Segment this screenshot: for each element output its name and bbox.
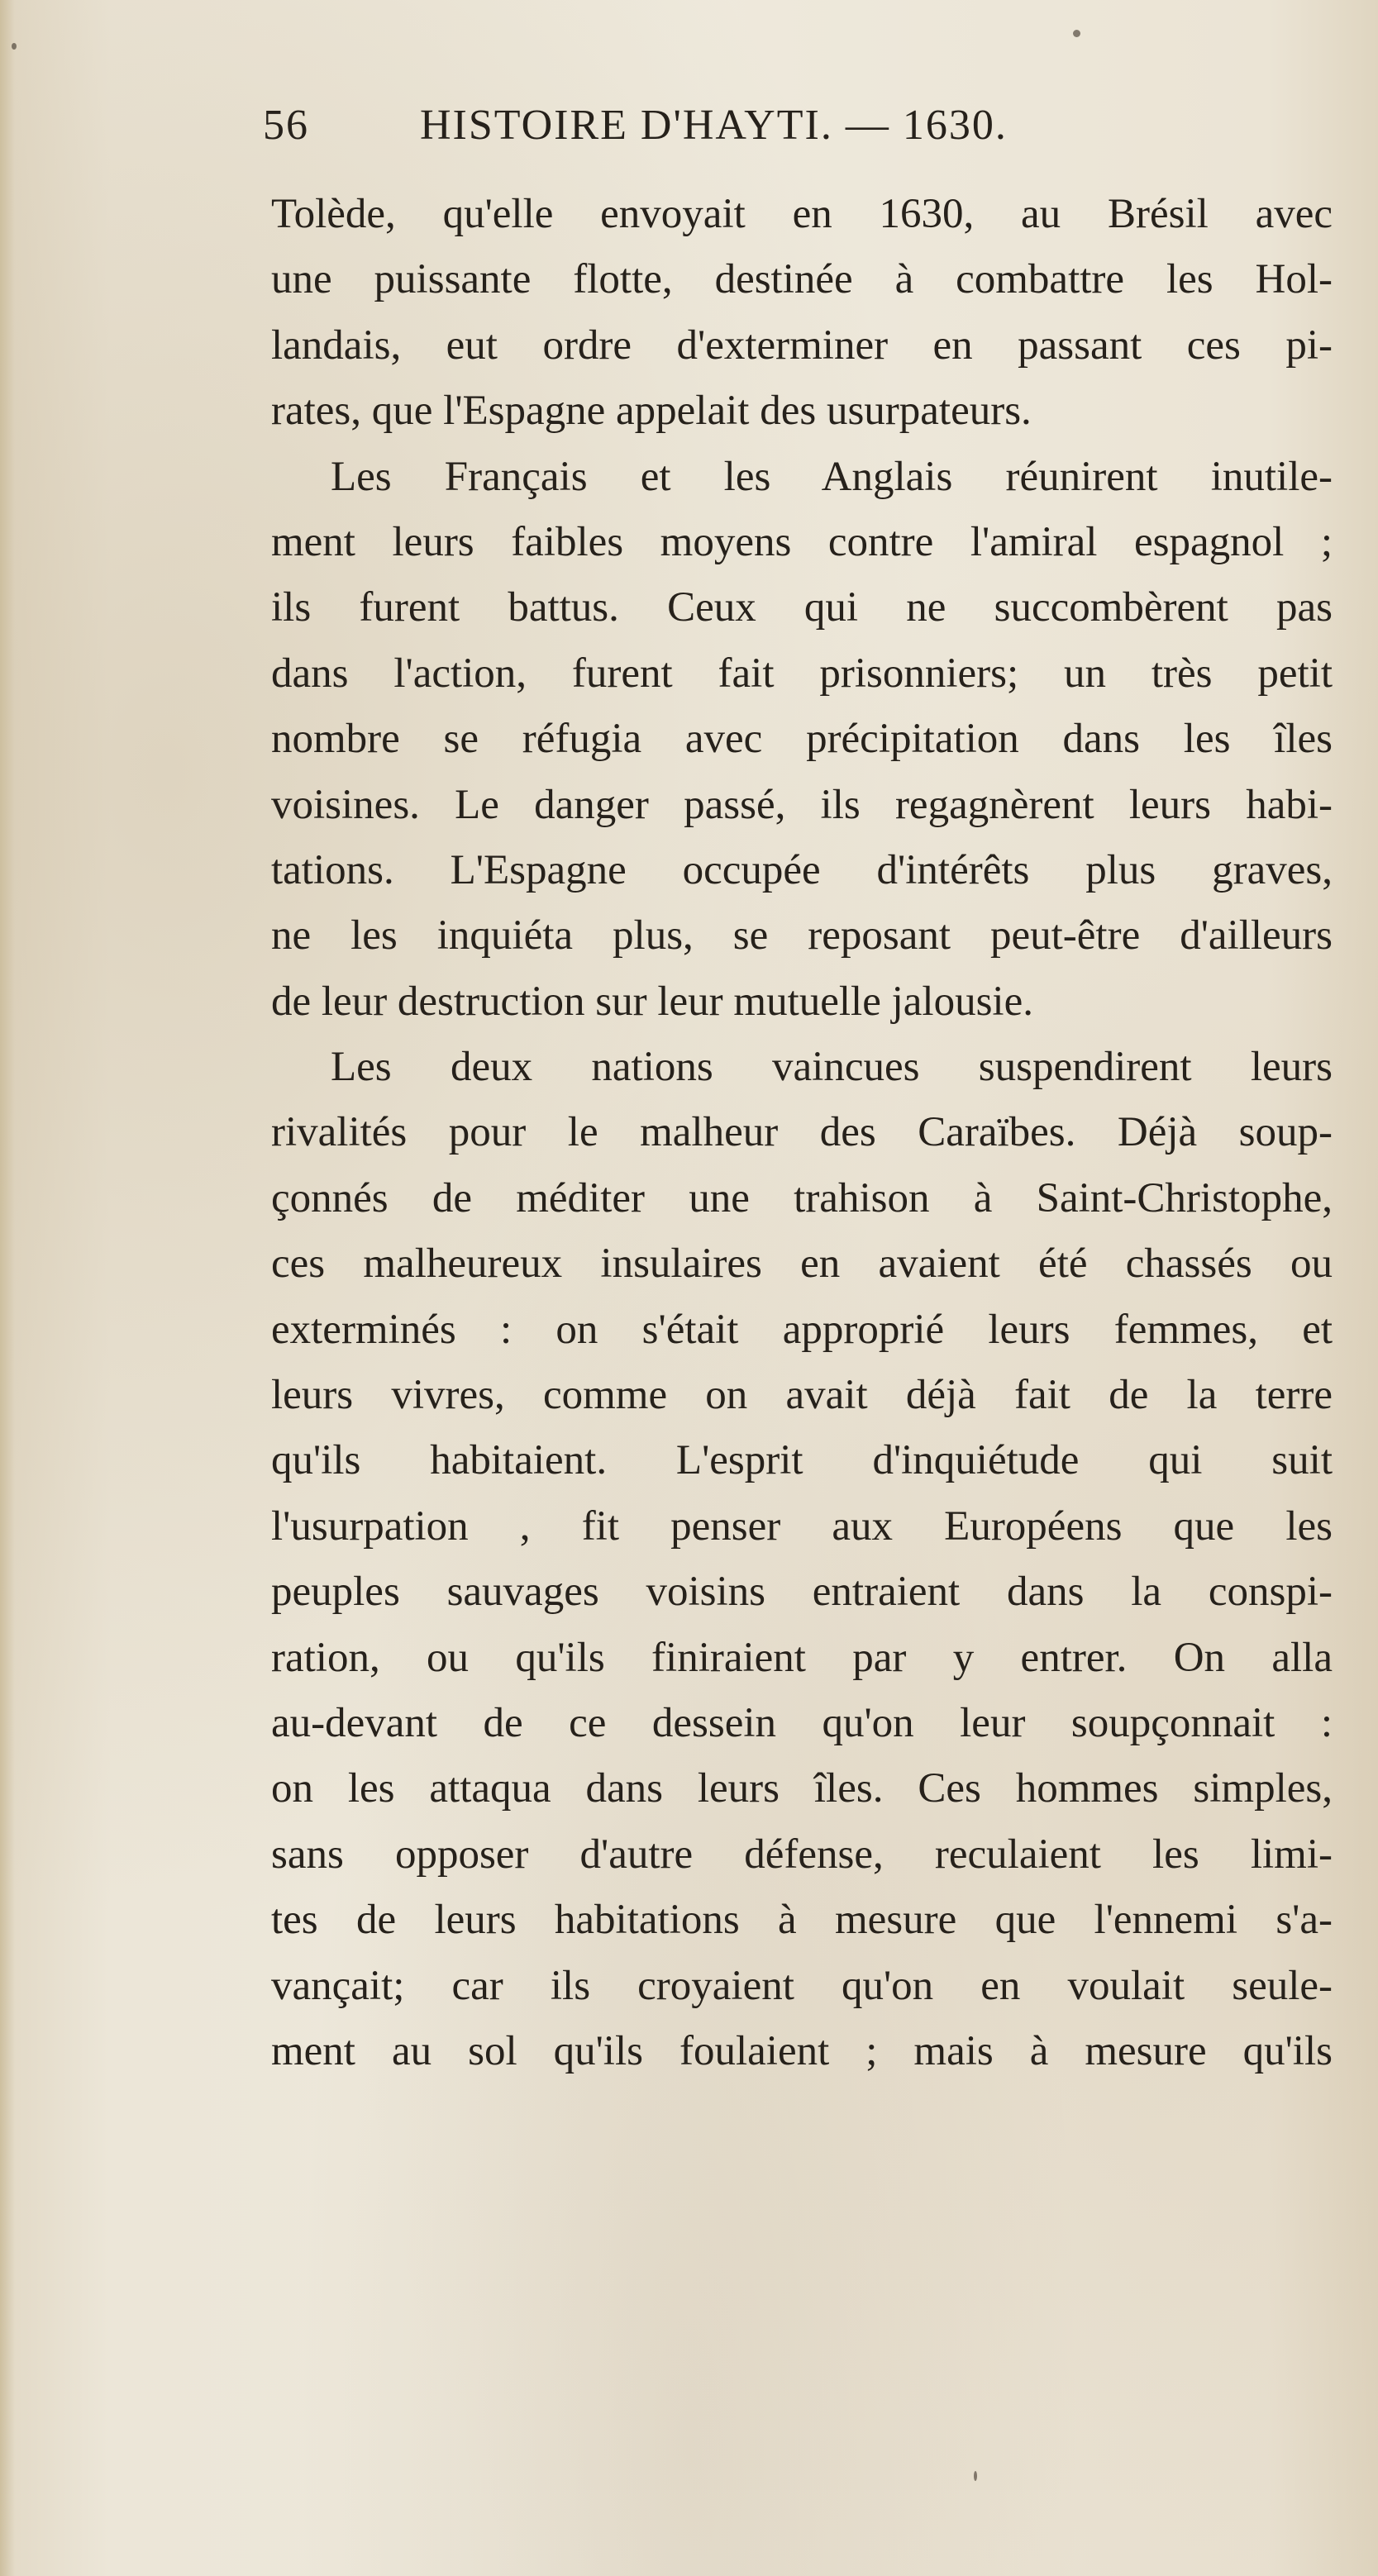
text-line: exterminés : on s'était approprié leurs femmes, et bbox=[271, 1306, 1333, 1353]
text-line: voisines. Le danger passé, ils regagnèrent leurs habi- bbox=[271, 781, 1333, 828]
text-line: ne les inquiéta plus, se reposant peut-être d'ailleurs bbox=[271, 912, 1333, 959]
page-edge-shadow bbox=[0, 0, 15, 2576]
text-line: nombre se réfugia avec précipitation dans les îles bbox=[271, 716, 1333, 763]
running-head-title: HISTOIRE D'HAYTI. — 1630. bbox=[420, 102, 1008, 149]
text-line: on les attaqua dans leurs îles. Ces hommes simples, bbox=[271, 1765, 1333, 1812]
text-line: ils furent battus. Ceux qui ne succombèrent pas bbox=[271, 584, 1333, 631]
text-line: tes de leurs habitations à mesure que l'ennemi s'a- bbox=[271, 1897, 1333, 1944]
body-text bbox=[271, 182, 1333, 2084]
text-line: tations. L'Espagne occupée d'intérêts plus graves, bbox=[271, 846, 1333, 893]
ink-speck bbox=[12, 43, 17, 50]
text-line: une puissante flotte, destinée à combattre les Hol- bbox=[271, 256, 1333, 303]
text-line: Les deux nations vaincues suspendirent leurs bbox=[331, 1044, 1333, 1091]
text-line: ment leurs faibles moyens contre l'amiral espagnol ; bbox=[271, 518, 1333, 565]
page-number: 56 bbox=[263, 102, 309, 149]
text-line: peuples sauvages voisins entraient dans la conspi- bbox=[271, 1569, 1333, 1616]
running-head bbox=[263, 101, 1139, 159]
text-line: ration, ou qu'ils finiraient par y entrer. On alla bbox=[271, 1634, 1333, 1681]
text-line: dans l'action, furent fait prisonniers; un très petit bbox=[271, 650, 1333, 697]
text-line: de leur destruction sur leur mutuelle jalousie. bbox=[271, 978, 1033, 1025]
text-line: leurs vivres, comme on avait déjà fait de la terre bbox=[271, 1372, 1333, 1419]
text-line: rivalités pour le malheur des Caraïbes. Déjà soup- bbox=[271, 1109, 1333, 1156]
ink-speck bbox=[974, 2471, 977, 2481]
text-line: au-devant de ce dessein qu'on leur soupçonnait : bbox=[271, 1699, 1333, 1746]
ink-speck bbox=[1073, 30, 1080, 37]
text-line: sans opposer d'autre défense, reculaient les limi- bbox=[271, 1831, 1333, 1878]
text-line: landais, eut ordre d'exterminer en passant ces pi- bbox=[271, 321, 1333, 369]
text-line: qu'ils habitaient. L'esprit d'inquiétude qui suit bbox=[271, 1437, 1333, 1484]
text-line: Tolède, qu'elle envoyait en 1630, au Brésil avec bbox=[271, 191, 1333, 237]
text-line: ment au sol qu'ils foulaient ; mais à mesure qu'ils bbox=[271, 2027, 1333, 2074]
text-line: rates, que l'Espagne appelait des usurpateurs. bbox=[271, 388, 1032, 435]
text-line: Les Français et les Anglais réunirent inutile- bbox=[331, 453, 1333, 500]
text-line: ces malheureux insulaires en avaient été chassés ou bbox=[271, 1240, 1333, 1288]
text-line: vançait; car ils croyaient qu'on en voulait seule- bbox=[271, 1962, 1333, 2009]
text-line: l'usurpation , fit penser aux Européens que les bbox=[271, 1502, 1333, 1550]
text-line: çonnés de méditer une trahison à Saint-Christophe, bbox=[271, 1174, 1333, 1221]
